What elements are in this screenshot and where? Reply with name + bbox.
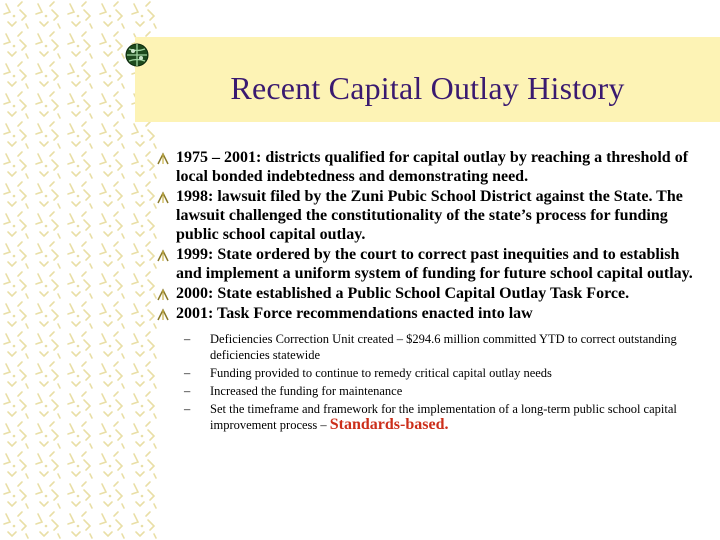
dash-marker: – <box>184 366 191 380</box>
bullet-icon <box>156 308 170 322</box>
slide-content <box>150 148 695 435</box>
dash-marker: – <box>184 384 191 398</box>
bullet-text: 1998: lawsuit filed by the Zuni Pubic School District against the State. The lawsuit challenged the constitutionality of the state’s process for funding public school capital outlay. <box>176 188 683 243</box>
sub-bullet-item <box>178 331 695 363</box>
bullet-text: 2000: State established a Public School Capital Outlay Task Force. <box>176 285 630 302</box>
sub-bullet-text: Funding provided to continue to remedy critical capital outlay needs <box>210 366 552 380</box>
bullet-item <box>150 245 695 283</box>
dash-marker: – <box>184 402 191 416</box>
bullet-item <box>150 284 695 303</box>
globe-icon <box>125 43 149 67</box>
slide-title: Recent Capital Outlay History <box>230 70 625 106</box>
sub-bullet-text: Increased the funding for maintenance <box>210 384 403 398</box>
standards-based-highlight: Standards-based. <box>329 416 449 433</box>
bullet-text: 1999: State ordered by the court to correct past inequities and to establish and implement a uniform system of funding for future school capital outlay. <box>176 246 693 282</box>
sub-bullet-text: Set the timeframe and framework for the implementation of a long-term public school capital improvement process – <box>210 402 677 432</box>
bullet-icon <box>156 249 170 263</box>
bullet-text: 1975 – 2001: districts qualified for capital outlay by reaching a threshold of local bonded indebtedness and demonstrating need. <box>176 149 689 185</box>
sub-bullet-item <box>178 383 695 399</box>
bullet-item <box>150 148 695 186</box>
bullet-list <box>150 148 695 323</box>
bullet-text: 2001: Task Force recommendations enacted into law <box>176 305 533 322</box>
dash-marker: – <box>184 332 191 346</box>
bullet-icon <box>156 191 170 205</box>
bullet-icon <box>156 152 170 166</box>
sub-bullet-item <box>178 401 695 433</box>
sub-bullet-text: Deficiencies Correction Unit created – $294.6 million committed YTD to correct outstanding deficiencies statewide <box>210 332 677 362</box>
title-bar <box>135 37 720 122</box>
bullet-item <box>150 187 695 244</box>
bullet-item <box>150 304 695 323</box>
sub-bullet-list <box>178 331 695 433</box>
sub-bullet-item <box>178 365 695 381</box>
bullet-icon <box>156 288 170 302</box>
